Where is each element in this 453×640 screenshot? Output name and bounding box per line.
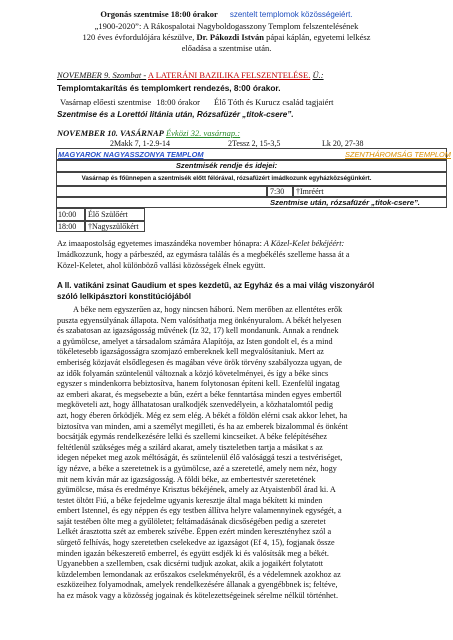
prayer-line-3: Közel-Keletet, ahol különböző vallási közösségek élnek együtt. (57, 261, 266, 270)
nov10-reading-2: 2Tessz 2, 15-3,5 (228, 139, 281, 148)
table-after: Szentmise után, rózsafüzér „titok-csere”. (270, 198, 420, 207)
article-heading-2: szóló lelkipásztori konstitúciójából (57, 292, 192, 301)
article-body (57, 305, 445, 602)
article-line: gyümölcse, mása és eredménye Krisztus békéjének, amely az Atyaistenből árad ki. A (57, 485, 336, 495)
article-line: embert Istennel, és egy néppen és egy testben állítva helyre valamennyinek egységét, a (57, 506, 342, 516)
article-line: emberiség közjavát elsődlegesen és magában véve örök törvény szabályozza ugyan, de (57, 357, 342, 367)
table-notice: Vasárnap és főünnepen a szentmisék előtt félórával, rózsafüzért imádkozunk egyházközségünkért. (81, 175, 372, 182)
nov9-heading (57, 70, 324, 80)
nov9-after: Szentmise és a Lorettói litánia után, Rózsafüzér „titok-csere”. (57, 110, 294, 119)
article-line: mit nem kíván már az igazságosság. A földi béke, az embertestvér szeretetének (57, 474, 316, 484)
article-line: és szabatosan az igazságosság művének (Iz 32, 17) kell mondanunk. Annak a rendnek (57, 326, 339, 336)
nov9-suffix: Ü.: (312, 70, 324, 80)
article-line: Lelkét árasztotta szét az emberek szívébe. Éppen ezért minden keresztényhez szól a (57, 527, 332, 537)
article-heading-1: A II. vatikáni zsinat Gaudium et spes kezdetű, az Egyház és a mai világ viszonyáról (57, 281, 375, 290)
nov10-date: NOVEMBER 10. VASÁRNAP (57, 128, 164, 138)
row3-time: 18:00 (58, 222, 77, 231)
nov9-event: A LATERÁNI BAZILIKA FELSZENTELÉSE. (147, 70, 311, 80)
table-order: Szentmisék rendje és idejei: (175, 161, 278, 170)
nov9-date: NOVEMBER 9. Szombat - (57, 70, 147, 80)
article-line: A béke nem egyszerűen az, hogy nincsen háború. Nem merőben az ellentétes erők (73, 305, 343, 314)
table-col-right: SZENTHÁROMSÁG TEMPLOM (345, 150, 451, 159)
prayer-line-1: Az imaapostolság egyetemes imaszándéka november hónapra: A Közel-Kelet békéjéért: (57, 239, 345, 248)
article-line: bocsátják egymás rendelkezésére lelki és szellemi kincseiket. A béke felépítéséhez (57, 432, 328, 442)
header-line-3c: pápai káplán, egyetemi lelkész (266, 32, 371, 42)
nov9-mass-label: Vasárnap előesti szentmise (60, 97, 152, 107)
article-line: megköveteli azt, hogy állhatatosan uralkodjék szenvedélyein, a közhatalomtól pedig (57, 400, 334, 410)
article-line: az idők folyamán szüntelenül változnak a közjó követelményei, és így a béke sincs (57, 368, 329, 378)
article-line: a gyümölcse, amelyet a társadalom számára Alapítója, az Isten gondolt el, és a mind (57, 336, 333, 346)
header-line-3a: 120 éves évfordulójára készülve, (82, 32, 195, 42)
article-line: ha ez mások vagy a közösség jogainak és kötelezettségeinek sérelme nélkül történhet. (57, 591, 339, 601)
row3-intention: †Nagyszülőkért (88, 222, 139, 231)
article-line: eszközeihez folyamodnak, amelyek rendelkezésére állanak a gyengébbnek is; feltéve, (57, 580, 338, 590)
article-line: saját testében ölte meg a gyűlöletet; feltámadásának dicsőségében pedig a szeretet (57, 516, 326, 526)
prayer-line-2: Imádkozzunk, hogy a párbeszéd, az egymásra találás és a megbékélés szelleme hassa át a (57, 250, 350, 259)
row2-intention: Élő Szülőért (88, 210, 128, 219)
article-line: idegen népeket meg azok méltóságát, és szüntelenül élő valósággá teszi a testvériséget, (57, 453, 343, 463)
article-line: tökéletesebb igazságosságra szomjazó embereknek kell megvalósítaniuk. Mert az (57, 347, 324, 357)
nov10-reading-1: 2Makk 7, 1-2.9-14 (110, 139, 170, 148)
article-line: feltétlenül szükséges még a szilárd akarat, amely tiszteletben tartja a másikat s az (57, 442, 323, 452)
nov10-sunday: Évközi 32. vasárnap.: (165, 128, 241, 138)
article-line: biztosítva van minden, ami a személyt megilleti, és ha az emberek bizalommal és önként (57, 421, 348, 431)
nov10-heading (57, 128, 240, 138)
article-line: testet öltött Fiú, a béke fejedelme ugyanis keresztje által maga békített ki minden (57, 495, 323, 505)
nov9-mass (60, 97, 334, 107)
header-line-4: előadása a szentmise után. (181, 43, 272, 53)
article-line: így nézve, a béke a szeretetnek is a gyümölcse, azé a szeretetlé, amely nem néz, hogy (57, 463, 337, 473)
header-title-line (0, 9, 453, 19)
article-line: Ugyanebben a szellemben, csak dicsérni tudjuk azokat, akik a jogaikért folytatott (57, 559, 324, 569)
row2-time: 10:00 (58, 210, 77, 219)
table-col-left: MAGYAROK NAGYASSZONYA TEMPLOM (58, 150, 204, 159)
speaker-name: Dr. Pákozdi István (196, 32, 264, 42)
article-line: puszta egyensúlyának állapota. Nem valósíthatja meg önkényuralom. A békét helyesen (57, 315, 342, 325)
article-line: azt, hogy éberen őrködjék. Még ez sem elég. A békét a földön elérni csak akkor lehet, ha (57, 410, 348, 420)
article-line: sürgető felhívás, hogy szeretetben cselekedve az igazságot (Ef 4, 15), fogjanak össze (57, 538, 335, 548)
article-line: küzdelemben lemondanak az erőszakos cselekményekről, és a védelemnek azokhoz az (57, 569, 341, 579)
nov9-mass-time: 18:00 órakor (156, 97, 200, 107)
header-line-2: „1900-2020”: A Rákospalotai Nagyboldogasszony Templom felszentelésének (94, 21, 359, 31)
row1-time: 7:30 (270, 187, 285, 196)
row1-intention: †Imréért (296, 187, 324, 196)
article-line: egyszer s mindenkorra bebiztosítva, hanem folytonosan építeni kell. Ezenfelül ingatag (57, 379, 340, 389)
header-dedication: szentelt templomok közösségeiért. (229, 10, 353, 19)
nov10-reading-3: Lk 20, 27-38 (322, 139, 364, 148)
nov9-cleaning: Templomtakarítás és templomkert rendezés, 8:00 órakor. (57, 83, 281, 93)
article-line: minden igazán békeszerető emberrel, és együtt esdjék ki és valósítsák meg a békét. (57, 548, 329, 558)
prayer-topic: A Közel-Kelet békéjéért: (263, 239, 345, 248)
header-title: Orgonás szentmise 18:00 órakor (100, 9, 218, 19)
nov9-mass-intention: Élő Tóth és Kurucz család tagjaiért (214, 97, 334, 107)
article-line: az emberi akarat, és megsebezte a bűn, ezért a béke fenntartása minden egyes embertől (57, 389, 342, 399)
header-line-3 (0, 32, 453, 42)
